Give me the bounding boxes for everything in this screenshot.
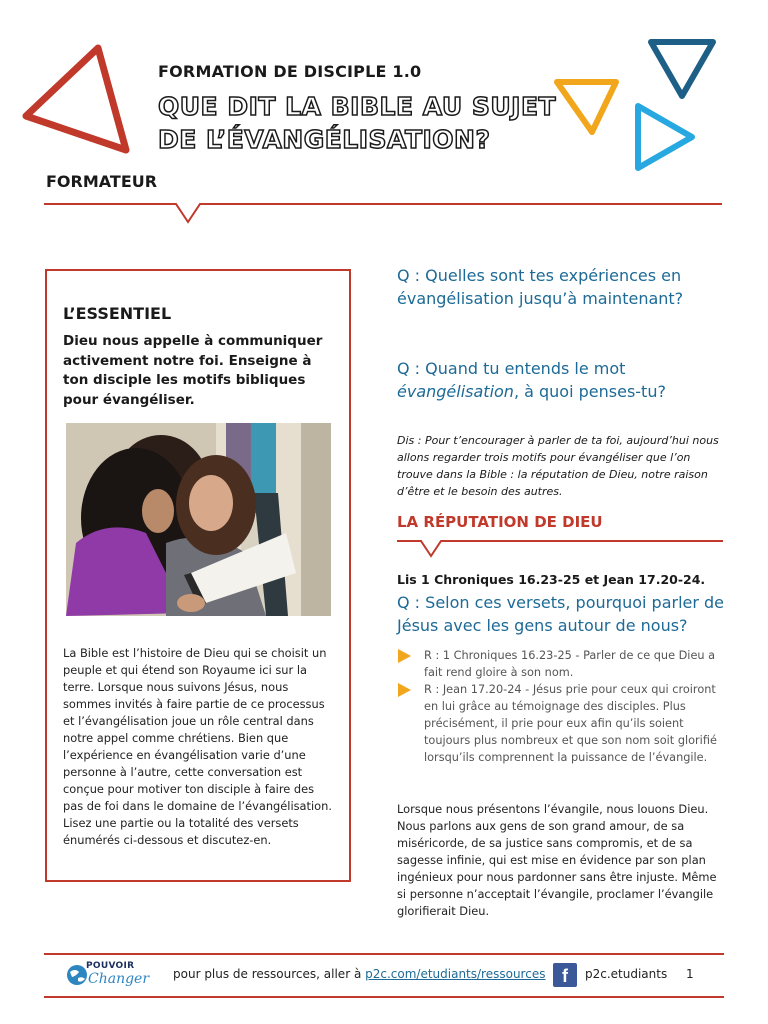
- role-label: FORMATEUR: [46, 172, 158, 191]
- footer-top-rule: [44, 953, 724, 955]
- document-title: [158, 90, 556, 156]
- red-triangle-outline-icon: [18, 40, 138, 160]
- yellow-triangle-bullet-icon: [398, 649, 411, 663]
- logo-text-bottom: Changer: [88, 971, 150, 987]
- title-line-2: DE L’ÉVANGÉLISATION?: [158, 125, 491, 154]
- header-divider: [44, 203, 722, 227]
- question-2-start: Q : Quand tu entends le mot: [397, 359, 626, 378]
- question-2-end: , à quoi penses-tu?: [513, 382, 666, 401]
- facebook-handle[interactable]: p2c.etudiants: [585, 967, 668, 981]
- pouvoir-changer-logo: [66, 960, 156, 992]
- answer-item: [397, 647, 727, 681]
- facebook-icon[interactable]: f: [553, 963, 577, 987]
- essential-lead: Dieu nous appelle à communiquer activement notre foi. Enseigne à ton disciple les motifs bibliques pour évangéliser.: [63, 333, 323, 408]
- resources-link[interactable]: p2c.com/etudiants/ressources: [365, 967, 546, 981]
- section-title: LA RÉPUTATION DE DIEU: [397, 513, 603, 531]
- reading-instruction: Lis 1 Chroniques 16.23-25 et Jean 17.20-24.: [397, 572, 706, 587]
- question-2: [397, 357, 717, 403]
- yellow-triangle-bullet-icon: [398, 683, 411, 697]
- document-kicker: FORMATION DE DISCIPLE 1.0: [158, 62, 422, 81]
- students-reading-photo: [66, 423, 331, 616]
- question-3: Q : Selon ces versets, pourquoi parler de Jésus avec les gens autour de nous?: [397, 593, 725, 635]
- footer-resources-text: [173, 967, 545, 981]
- title-line-1: QUE DIT LA BIBLE AU SUJET: [158, 92, 557, 121]
- question-2-emphasis: évangélisation: [397, 382, 514, 401]
- yellow-triangle-outline-icon: [552, 76, 622, 138]
- essential-title: L’ESSENTIEL: [63, 304, 172, 323]
- footer-text-prefix: pour plus de ressources, aller à: [173, 967, 366, 981]
- cyan-triangle-outline-icon: [632, 100, 698, 174]
- globe-logo-icon: [66, 964, 88, 986]
- dis-instruction: Dis : Pour t’encourager à parler de ta foi, aujourd’hui nous allons regarder trois motifs pour évangéliser que l’on trouve dans la Bible : la réputation de Dieu, notre raison d’être et le besoin des autres.: [397, 434, 719, 498]
- logo-text-top: POUVOIR: [86, 961, 135, 971]
- answer-item: [397, 681, 727, 766]
- question-1: Q : Quelles sont tes expériences en évangélisation jusqu’à maintenant?: [397, 266, 684, 308]
- footer-bottom-rule: [44, 996, 724, 998]
- essential-body: La Bible est l’histoire de Dieu qui se choisit un peuple et qui étend son Royaume ici sur la terre. Lorsque nous suivons Jésus, nous sommes invités à faire partie de ce processus et l’évangélisation joue un rôle central dans notre appel comme chrétiens. Bien que l’expérience en évangélisation varie d’une personne à l’autre, cette conversation est conçue pour motiver ton disciple à faire des pas de foi dans le domaine de l’évangélisation. Lisez une partie ou la totalité des versets énumérés ci-dessous et discutez-en.: [63, 646, 332, 847]
- answer-text: R : Jean 17.20-24 - Jésus prie pour ceux qui croiront en lui grâce au témoignage des disciples. Plus précisément, il prie pour eux afin qu’ils soient toujours plus nombreux et que son nom soit glorifié lorsqu’ils comprennent la puissance de l’évangile.: [424, 683, 717, 764]
- answer-list: [397, 647, 727, 766]
- navy-triangle-outline-icon: [646, 36, 718, 102]
- section-divider: [397, 540, 723, 560]
- section-paragraph: Lorsque nous présentons l’évangile, nous louons Dieu. Nous parlons aux gens de son grand amour, de sa miséricorde, de sa justice sans compromis, et de sa sagesse infinie, qui est mise en évidence par son plan ingénieux pour nous pardonner sans être injuste. Même si personne n’acceptait l’évangile, proclamer l’évangile glorifierait Dieu.: [397, 802, 717, 918]
- answer-text: R : 1 Chroniques 16.23-25 - Parler de ce que Dieu a fait rend gloire à son nom.: [424, 649, 716, 679]
- page-number: 1: [686, 967, 694, 981]
